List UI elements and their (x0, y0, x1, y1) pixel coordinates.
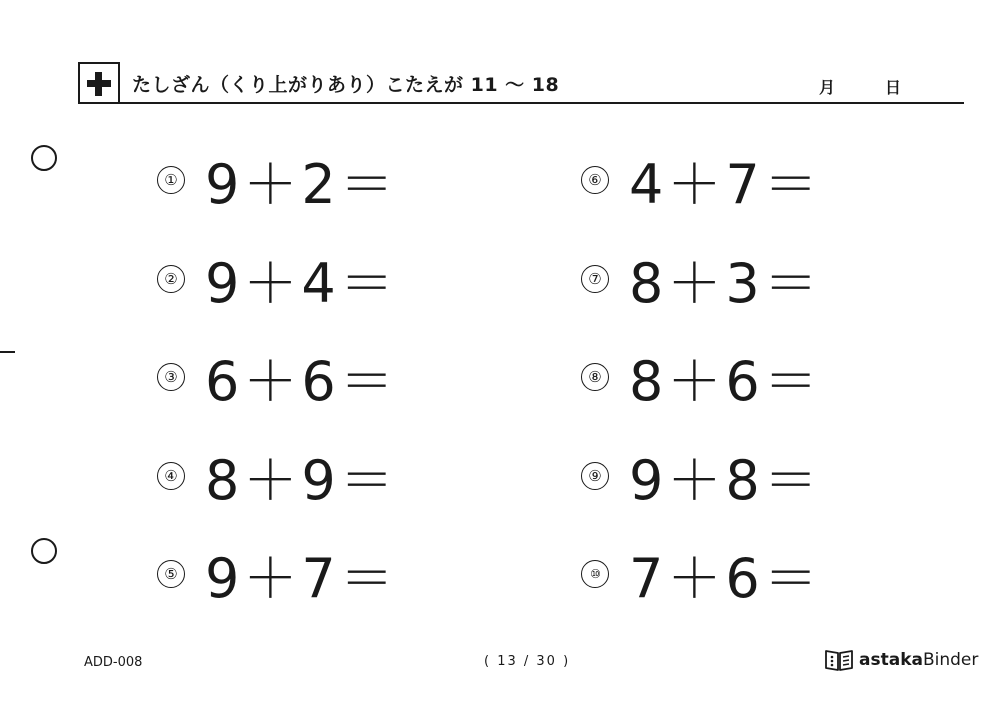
problem-4 (157, 441, 398, 511)
month-label: 月 (819, 78, 836, 97)
problem-number: ⑦ (581, 265, 609, 293)
problem-9 (581, 441, 822, 511)
fold-mark (0, 351, 15, 353)
problem-expression: 8＋6＝ (629, 349, 822, 413)
brand-name-bold: astaka (859, 650, 923, 670)
problem-5 (157, 539, 398, 609)
problem-expression: 9＋7＝ (205, 546, 398, 610)
worksheet-code: ADD-008 (84, 655, 143, 670)
problem-6 (581, 145, 822, 215)
problem-expression: 6＋6＝ (205, 349, 398, 413)
problem-2 (157, 244, 398, 314)
problem-expression: 9＋4＝ (205, 251, 398, 315)
problem-expression: 4＋7＝ (629, 152, 822, 216)
problem-number: ⑤ (157, 560, 185, 588)
problem-number: ⑨ (581, 462, 609, 490)
problem-number: ⑩ (581, 560, 609, 588)
problem-expression: 9＋2＝ (205, 152, 398, 216)
problem-expression: 9＋8＝ (629, 448, 822, 512)
day-label: 日 (885, 78, 902, 97)
problem-number: ② (157, 265, 185, 293)
binder-hole-icon (31, 145, 57, 171)
problem-expression: 8＋9＝ (205, 448, 398, 512)
page-title: たしざん（くり上がりあり）こたえが 11 〜 18 (132, 74, 560, 96)
binder-hole-icon (31, 538, 57, 564)
problem-8 (581, 342, 822, 412)
problem-number: ③ (157, 363, 185, 391)
binder-book-icon (824, 648, 854, 672)
plus-icon (78, 62, 120, 104)
page-counter: ( 13 / 30 ) (484, 654, 571, 669)
problem-number: ① (157, 166, 185, 194)
problem-1 (157, 145, 398, 215)
problem-expression: 7＋6＝ (629, 546, 822, 610)
problem-number: ④ (157, 462, 185, 490)
problem-number: ⑥ (581, 166, 609, 194)
problem-7 (581, 244, 822, 314)
problem-10 (581, 539, 822, 609)
problem-expression: 8＋3＝ (629, 251, 822, 315)
worksheet-header (78, 62, 964, 104)
problem-number: ⑧ (581, 363, 609, 391)
problem-3 (157, 342, 398, 412)
brand-logo (824, 648, 978, 672)
brand-name-light: Binder (922, 650, 979, 670)
